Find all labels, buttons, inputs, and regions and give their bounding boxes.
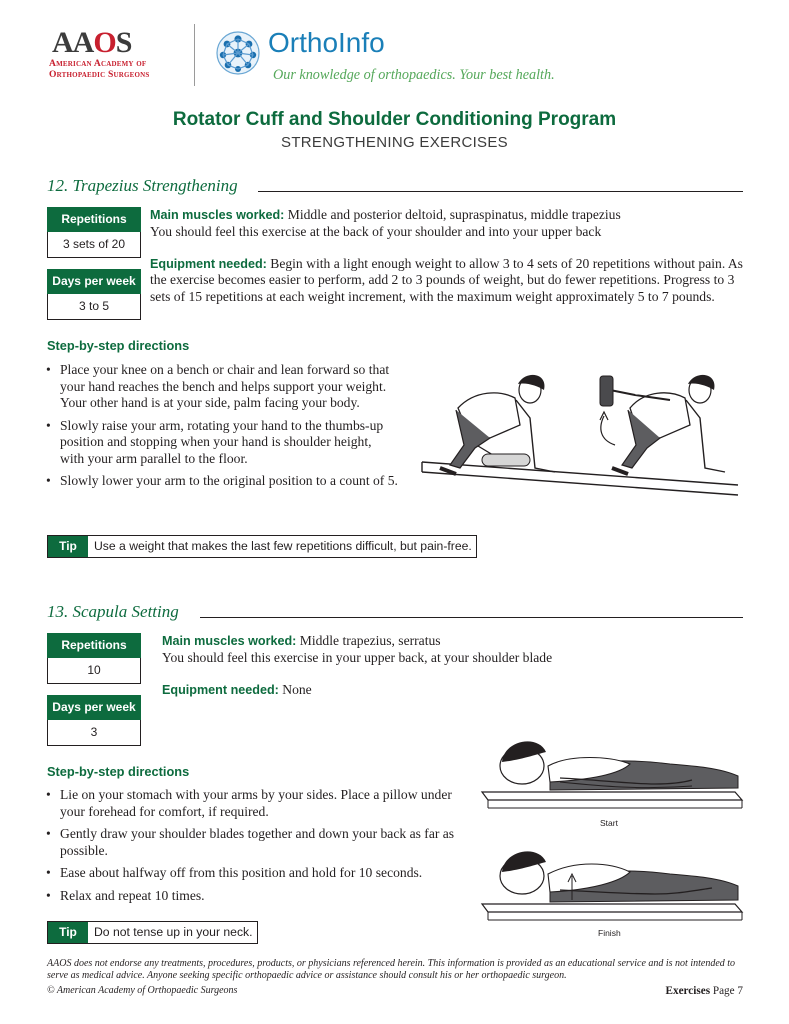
footer-copyright: © American Academy of Orthopaedic Surgeons [47,985,238,996]
scapula-start-illustration [480,730,745,820]
days-per-week-label: Days per week [47,695,141,720]
section-rule [200,617,743,618]
days-per-week-value: 3 to 5 [47,294,141,320]
aaos-logo-wordmark: AAOS [52,26,132,59]
feel-description: You should feel this exercise in your upper back, at your shoulder blade [162,650,553,665]
list-item: • Slowly raise your arm, rotating your hand to the thumbs-up position and stopping when your hand is shoulder height, with your arm parallel to the floor. [46,418,398,468]
list-item: • Gently draw your shoulder blades together and down your back as far as possible. [46,826,466,859]
steps-heading: Step-by-step directions [47,764,190,779]
exercise-12-heading: 12. Trapezius Strengthening [47,176,238,195]
feel-description: You should feel this exercise at the back of your shoulder and into your upper back [150,224,602,239]
repetitions-value: 3 sets of 20 [47,232,141,258]
exercise-13-heading: 13. Scapula Setting [47,602,179,621]
muscles-worked: Main muscles worked: Middle and posterior deltoid, supraspinatus, middle trapezius [150,207,621,222]
steps-list [46,787,466,910]
caption-start: Start [600,818,618,828]
tip-box [47,535,477,558]
tip-text: Do not tense up in your neck. [94,925,253,939]
orthoinfo-globe-icon [215,30,261,76]
tip-text: Use a weight that makes the last few repetitions difficult, but pain-free. [94,539,472,553]
list-item: • Relax and repeat 10 times. [46,888,466,905]
document-title: Rotator Cuff and Shoulder Conditioning Program [172,109,617,130]
scapula-finish-illustration [480,838,745,928]
caption-finish: Finish [598,928,621,938]
list-item: • Slowly lower your arm to the original position to a count of 5. [46,473,398,490]
list-item: • Place your knee on a bench or chair and lean forward so that your hand reaches the bench and helps support your weight. Your other hand is at your side, palm facing your body. [46,362,398,412]
list-item: • Ease about halfway off from this position and hold for 10 seconds. [46,865,466,882]
repetitions-value: 10 [47,658,141,684]
steps-heading: Step-by-step directions [47,338,190,353]
document-subtitle: STRENGTHENING EXERCISES [281,134,508,151]
page-number: Exercises Page 7 [665,985,743,997]
list-item: • Lie on your stomach with your arms by your sides. Place a pillow under your forehead for comfort, if required. [46,787,466,820]
days-per-week-value: 3 [47,720,141,746]
trapezius-exercise-illustration [420,350,745,500]
aaos-logo-subtitle: American Academy of Orthopaedic Surgeons [49,58,150,80]
footer-disclaimer: AAOS does not endorse any treatments, procedures, products, or physicians referenced herein. This information is provided as an educational service and is not intended to serve as medical advice. Anyone seeking specific orthopaedic advice or assistance should consult his or her orthopaedic surgeon. [47,958,736,981]
section-rule [258,191,743,192]
orthoinfo-tagline: Our knowledge of orthopaedics. Your best health. [273,67,555,83]
days-per-week-label: Days per week [47,269,141,294]
equipment-needed: Equipment needed: Begin with a light enough weight to allow 3 to 4 sets of 20 repetitions without pain. As the exercise becomes easier to perform, add 2 to 3 pounds of weight, but do fewer repetitions. Progress to 3 sets of 15 repetitions at each weight increment, with the maximum weight approximately 5 to 7 pounds. [150,256,743,304]
tip-label: Tip [48,922,88,943]
tip-label: Tip [48,536,88,557]
equipment-needed: Equipment needed: None [162,682,312,697]
tip-box [47,921,258,944]
orthoinfo-title: OrthoInfo [268,27,385,58]
steps-list [46,362,398,496]
repetitions-label: Repetitions [47,207,141,232]
repetitions-label: Repetitions [47,633,141,658]
muscles-worked: Main muscles worked: Middle trapezius, serratus [162,633,441,648]
header-divider [194,24,195,86]
